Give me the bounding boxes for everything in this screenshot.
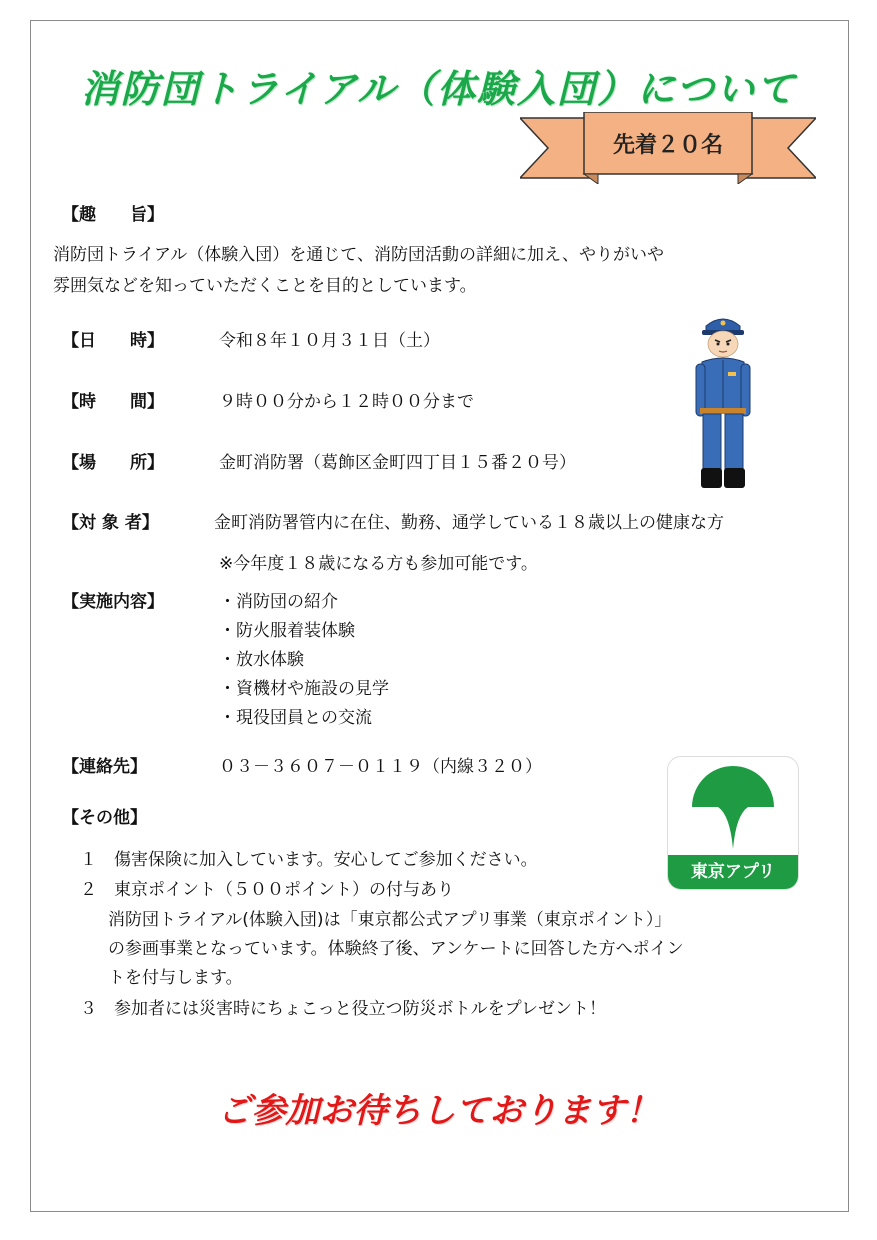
- other-line-2: ２ 東京ポイント（５００ポイント）の付与あり: [80, 880, 454, 900]
- date-label: 【日 時】: [62, 331, 164, 351]
- ribbon-badge-text: 先着２０名: [612, 133, 723, 158]
- contents-item: ・資機材や施設の見学: [219, 679, 389, 699]
- target-note: ※今年度１８歳になる方も参加可能です。: [219, 554, 538, 574]
- tokyo-app-icon: [667, 756, 799, 890]
- firefighter-icon: [690, 312, 756, 490]
- ginkgo-logo-icon: [686, 765, 780, 851]
- other-label: 【その他】: [62, 808, 147, 828]
- contact-label: 【連絡先】: [62, 757, 147, 777]
- other-line-5: トを付与します。: [108, 968, 243, 988]
- time-label: 【時 間】: [62, 392, 164, 412]
- contents-item: ・放水体験: [219, 650, 304, 670]
- date-value: 令和８年１０月３１日（土）: [219, 331, 440, 351]
- contents-label: 【実施内容】: [62, 592, 164, 612]
- place-label: 【場 所】: [62, 453, 164, 473]
- tokyo-app-label: 東京アプリ: [668, 855, 798, 889]
- target-label: 【対 象 者】: [62, 513, 159, 533]
- other-line-4: の参画事業となっています。体験終了後、アンケートに回答した方へポイン: [108, 939, 684, 959]
- contact-value: ０３－３６０７－０１１９（内線３２０）: [219, 757, 542, 777]
- purpose-line-1: 消防団トライアル（体験入団）を通じて、消防団活動の詳細に加え、やりがいや: [53, 245, 664, 265]
- contents-item: ・現役団員との交流: [219, 708, 372, 728]
- other-line-3: 消防団トライアル(体験入団)は「東京都公式アプリ事業（東京ポイント）」: [108, 910, 672, 930]
- purpose-label: 【趣 旨】: [62, 205, 164, 225]
- other-line-1: １ 傷害保険に加入しています。安心してご参加ください。: [80, 850, 538, 870]
- target-value: 金町消防署管内に在住、勤務、通学している１８歳以上の健康な方: [214, 513, 724, 533]
- place-value: 金町消防署（葛飾区金町四丁目１５番２０号）: [219, 453, 576, 473]
- closing-message: ご参加お待ちしております！: [217, 1091, 660, 1131]
- contents-item: ・防火服着装体験: [219, 621, 355, 641]
- page-title: 消防団トライアル（体験入団）について: [80, 67, 797, 111]
- contents-item: ・消防団の紹介: [219, 592, 338, 612]
- other-line-6: ３ 参加者には災害時にちょこっと役立つ防災ボトルをプレゼント！: [80, 999, 606, 1019]
- time-value: ９時００分から１２時００分まで: [219, 392, 474, 412]
- page-border: [30, 20, 849, 1212]
- purpose-line-2: 雰囲気などを知っていただくことを目的としています。: [53, 276, 477, 296]
